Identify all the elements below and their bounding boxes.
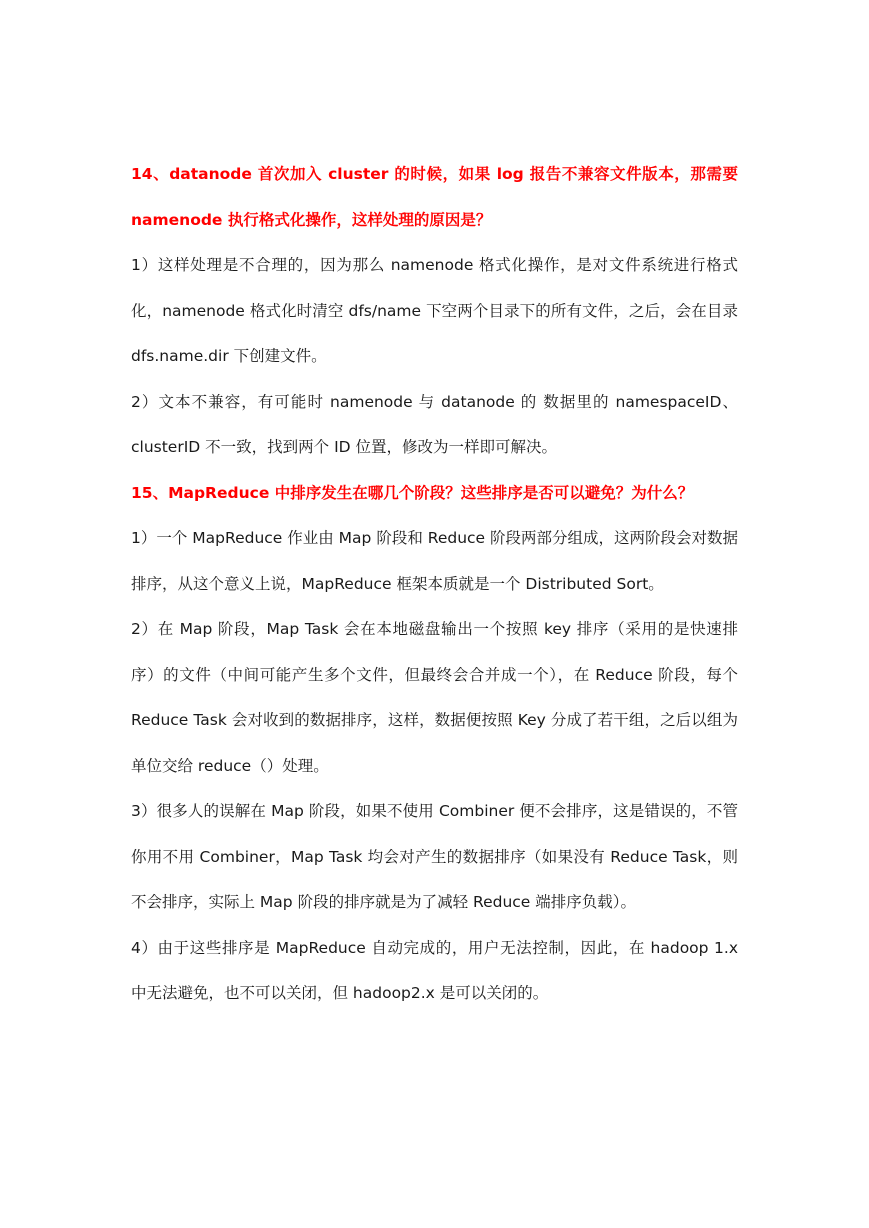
q15-answer-4: 4）由于这些排序是 MapReduce 自动完成的，用户无法控制，因此，在 hadoop 1.x 中无法避免，也不可以关闭，但 hadoop2.x 是可以关闭的。 (131, 938, 738, 1002)
question-14-heading: 14、datanode 首次加入 cluster 的时候，如果 log 报告不兼容文件版本，那需要 namenode 执行格式化操作，这样处理的原因是？ (131, 165, 738, 229)
q14-answer-1: 1）这样处理是不合理的，因为那么 namenode 格式化操作，是对文件系统进行格式化，namenode 格式化时清空 dfs/name 下空两个目录下的所有文件，之后，会在目录 dfs.name.dir 下创建文件。 (131, 256, 738, 365)
q14-answer-2: 2）文本不兼容，有可能时 namenode 与 datanode 的 数据里的 namespaceID、clusterID 不一致，找到两个 ID 位置，修改为一样即可解决。 (131, 392, 738, 456)
q15-answer-3: 3）很多人的误解在 Map 阶段，如果不使用 Combiner 便不会排序，这是错误的，不管你用不用 Combiner，Map Task 均会对产生的数据排序（如果没有 Reduce Task，则不会排序，实际上 Map 阶段的排序就是为了减轻 Reduce 端排序负载）。 (131, 802, 738, 911)
q15-answer-2: 2）在 Map 阶段，Map Task 会在本地磁盘输出一个按照 key 排序（采用的是快速排序）的文件（中间可能产生多个文件，但最终会合并成一个），在 Reduce 阶段，每个 Reduce Task 会对收到的数据排序，这样，数据便按照 Key 分成了若干组，之后以组为单位交给 reduce（）处理。 (131, 620, 738, 775)
q15-answer-1: 1）一个 MapReduce 作业由 Map 阶段和 Reduce 阶段两部分组成，这两阶段会对数据排序，从这个意义上说，MapReduce 框架本质就是一个 Distributed Sort。 (131, 529, 739, 593)
question-15-heading: 15、MapReduce 中排序发生在哪几个阶段？这些排序是否可以避免？为什么？ (131, 483, 694, 502)
document-content (131, 152, 738, 1017)
